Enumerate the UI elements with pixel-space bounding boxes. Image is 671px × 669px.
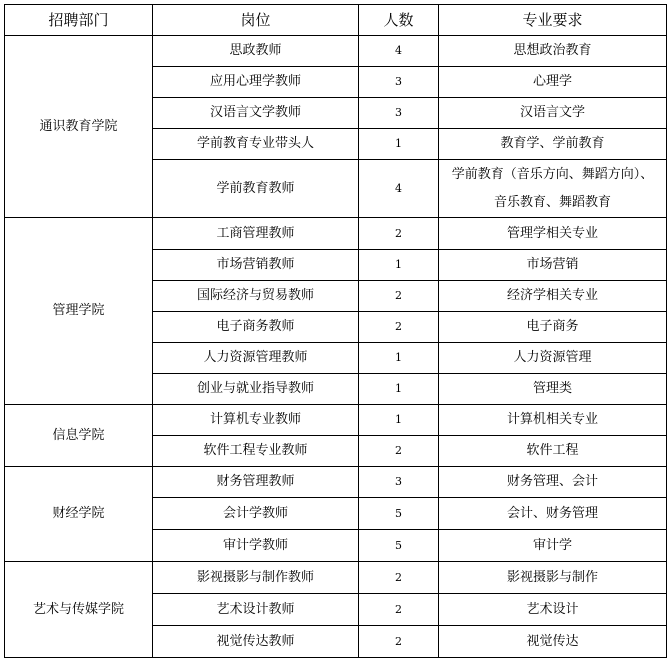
major-requirement-line: 教育学、学前教育 bbox=[500, 136, 605, 151]
major-requirement-cell bbox=[439, 67, 667, 98]
major-requirement-line: 学前教育（音乐方向、舞蹈方向）、 bbox=[451, 166, 654, 182]
position-cell: 电子商务教师 bbox=[153, 312, 359, 343]
count-cell: 1 bbox=[359, 129, 439, 160]
position-cell: 思政教师 bbox=[153, 36, 359, 67]
position-cell: 影视摄影与制作教师 bbox=[153, 562, 359, 594]
position-cell: 审计学教师 bbox=[153, 530, 359, 562]
major-requirement-line: 市场营销 bbox=[526, 257, 579, 272]
major-requirement-cell bbox=[439, 594, 667, 626]
header-row bbox=[5, 5, 667, 36]
count-cell: 5 bbox=[359, 498, 439, 530]
major-requirement-cell bbox=[439, 250, 667, 281]
table-row bbox=[5, 218, 667, 250]
count-cell: 2 bbox=[359, 218, 439, 250]
department-cell: 通识教育学院 bbox=[5, 36, 153, 218]
count-cell: 2 bbox=[359, 626, 439, 658]
major-requirement-cell bbox=[439, 467, 667, 498]
major-requirement-line: 汉语言文学 bbox=[519, 105, 585, 120]
major-requirement-line: 视觉传达 bbox=[526, 633, 579, 649]
major-requirement-cell bbox=[439, 562, 667, 594]
position-cell: 创业与就业指导教师 bbox=[153, 374, 359, 405]
major-requirement-line: 财务管理、会计 bbox=[506, 474, 598, 489]
major-requirement-cell bbox=[439, 530, 667, 562]
major-requirement-line: 人力资源管理 bbox=[513, 350, 592, 365]
position-cell: 国际经济与贸易教师 bbox=[153, 281, 359, 312]
major-requirement-line: 心理学 bbox=[532, 74, 572, 89]
position-cell: 会计学教师 bbox=[153, 498, 359, 530]
major-requirement-cell bbox=[439, 405, 667, 436]
count-cell: 3 bbox=[359, 467, 439, 498]
count-cell: 2 bbox=[359, 281, 439, 312]
major-requirement-line: 会计、财务管理 bbox=[506, 505, 598, 521]
table-row bbox=[5, 405, 667, 436]
department-cell: 信息学院 bbox=[5, 405, 153, 467]
count-cell: 2 bbox=[359, 436, 439, 467]
table-row bbox=[5, 562, 667, 594]
count-cell: 5 bbox=[359, 530, 439, 562]
table-row bbox=[5, 467, 667, 498]
count-cell: 3 bbox=[359, 67, 439, 98]
position-cell: 艺术设计教师 bbox=[153, 594, 359, 626]
count-cell: 3 bbox=[359, 98, 439, 129]
position-cell: 学前教育专业带头人 bbox=[153, 129, 359, 160]
major-requirement-cell bbox=[439, 343, 667, 374]
major-requirement-cell bbox=[439, 160, 667, 218]
recruitment-table bbox=[4, 4, 667, 658]
major-requirement-cell bbox=[439, 436, 667, 467]
major-requirement-line: 审计学 bbox=[532, 537, 572, 553]
count-cell: 1 bbox=[359, 250, 439, 281]
count-cell: 1 bbox=[359, 374, 439, 405]
major-requirement-line: 管理学相关专业 bbox=[506, 225, 598, 241]
position-cell: 学前教育教师 bbox=[153, 160, 359, 218]
position-cell: 财务管理教师 bbox=[153, 467, 359, 498]
major-requirement-line: 管理类 bbox=[532, 381, 572, 396]
position-cell: 人力资源管理教师 bbox=[153, 343, 359, 374]
table-row bbox=[5, 36, 667, 67]
position-cell: 市场营销教师 bbox=[153, 250, 359, 281]
table-body bbox=[5, 36, 667, 658]
major-requirement-line: 思想政治教育 bbox=[513, 43, 592, 58]
major-requirement-line: 影视摄影与制作 bbox=[506, 569, 598, 585]
major-requirement-cell bbox=[439, 129, 667, 160]
position-cell: 视觉传达教师 bbox=[153, 626, 359, 658]
major-requirement-line: 音乐教育、舞蹈教育 bbox=[493, 194, 611, 210]
major-requirement-line: 经济学相关专业 bbox=[506, 288, 598, 303]
count-cell: 2 bbox=[359, 562, 439, 594]
major-requirement-cell bbox=[439, 98, 667, 129]
count-cell: 4 bbox=[359, 160, 439, 218]
major-requirement-cell bbox=[439, 281, 667, 312]
major-requirement-line: 计算机相关专业 bbox=[506, 412, 598, 427]
position-cell: 计算机专业教师 bbox=[153, 405, 359, 436]
position-cell: 工商管理教师 bbox=[153, 218, 359, 250]
count-cell: 2 bbox=[359, 312, 439, 343]
count-cell: 4 bbox=[359, 36, 439, 67]
header-major-requirement: 专业要求 bbox=[439, 5, 667, 36]
count-cell: 1 bbox=[359, 405, 439, 436]
position-cell: 软件工程专业教师 bbox=[153, 436, 359, 467]
major-requirement-cell bbox=[439, 218, 667, 250]
position-cell: 应用心理学教师 bbox=[153, 67, 359, 98]
major-requirement-cell bbox=[439, 36, 667, 67]
department-cell: 财经学院 bbox=[5, 467, 153, 562]
major-requirement-cell bbox=[439, 312, 667, 343]
department-cell: 管理学院 bbox=[5, 218, 153, 405]
department-cell: 艺术与传媒学院 bbox=[5, 562, 153, 658]
count-cell: 2 bbox=[359, 594, 439, 626]
header-count: 人数 bbox=[359, 5, 439, 36]
major-requirement-line: 电子商务 bbox=[526, 319, 579, 334]
position-cell: 汉语言文学教师 bbox=[153, 98, 359, 129]
major-requirement-line: 软件工程 bbox=[526, 443, 579, 458]
major-requirement-cell bbox=[439, 374, 667, 405]
header-position: 岗位 bbox=[153, 5, 359, 36]
major-requirement-cell bbox=[439, 498, 667, 530]
count-cell: 1 bbox=[359, 343, 439, 374]
header-department: 招聘部门 bbox=[5, 5, 153, 36]
major-requirement-cell bbox=[439, 626, 667, 658]
major-requirement-line: 艺术设计 bbox=[526, 601, 579, 617]
